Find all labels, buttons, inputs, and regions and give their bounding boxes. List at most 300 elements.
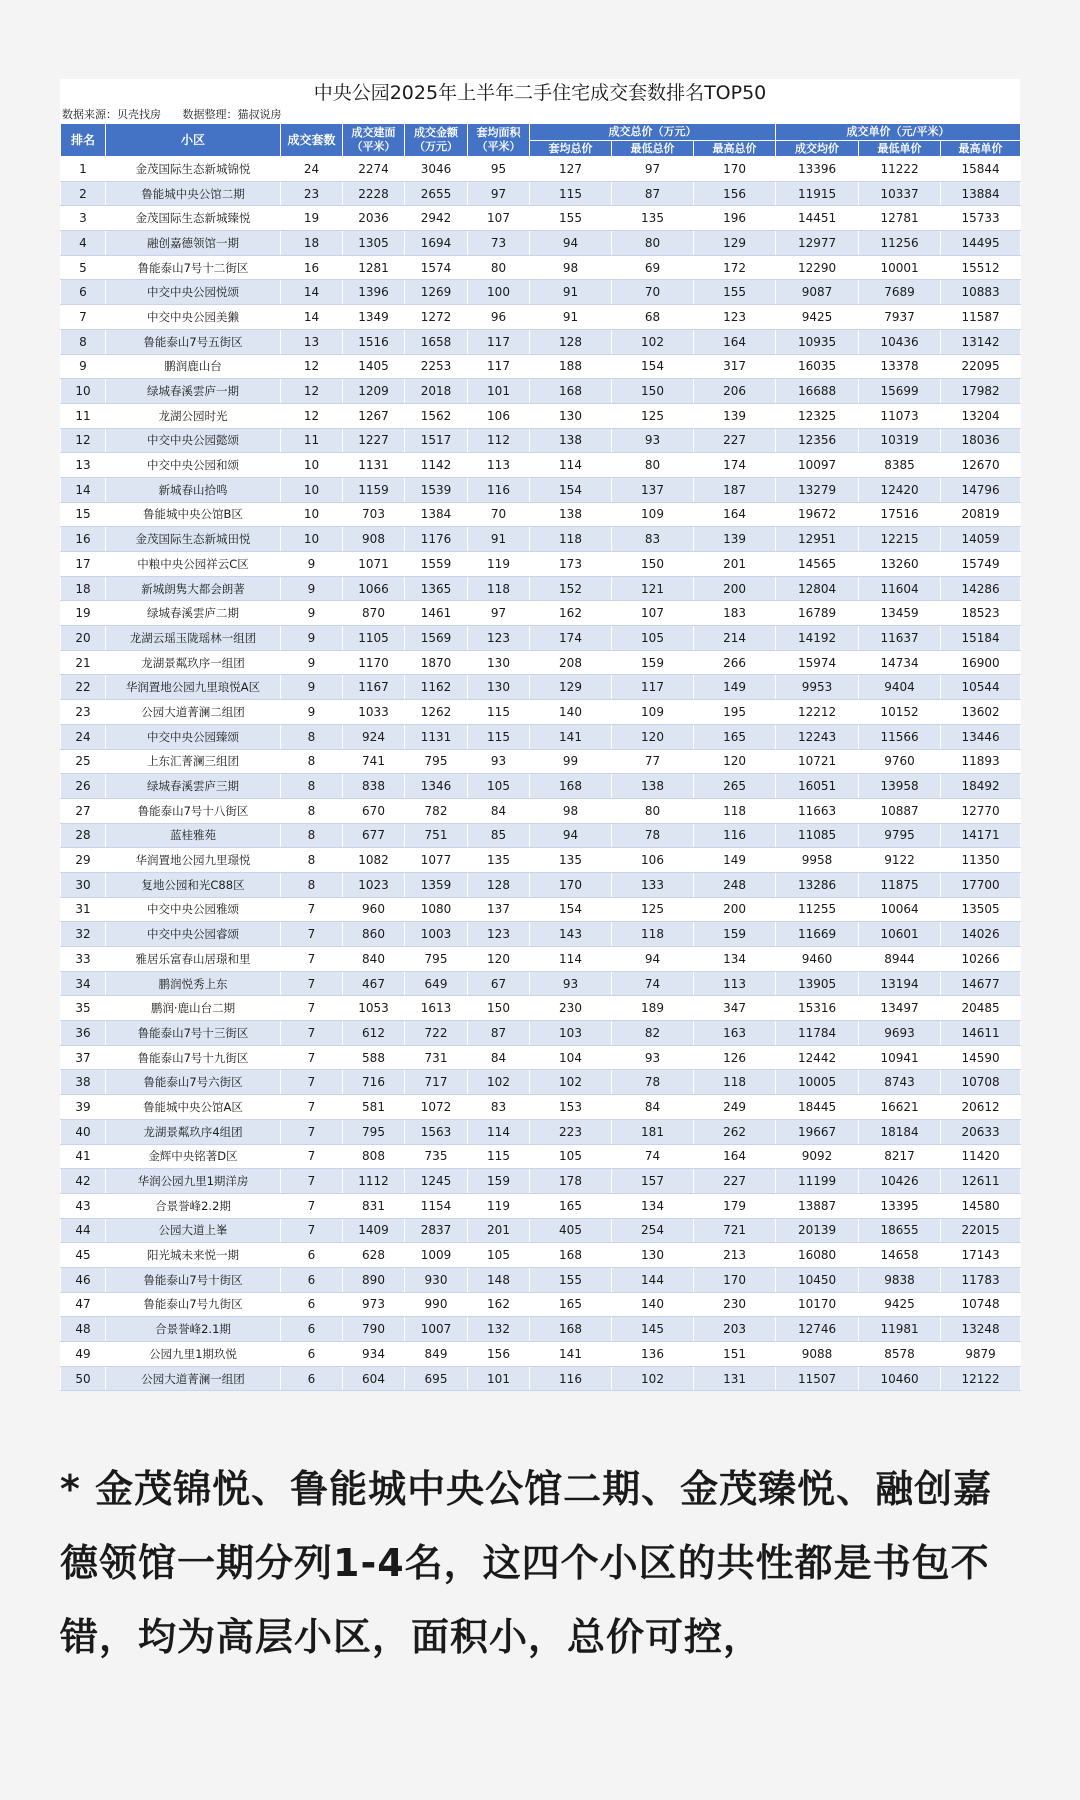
- header-area: 成交建面（平米）: [343, 124, 405, 157]
- avg-area-cell: 83: [468, 1095, 530, 1120]
- community-name-cell: 公园大道菁澜一组团: [106, 1366, 281, 1391]
- max-total-price-cell: 118: [694, 798, 776, 823]
- table-row: [61, 280, 1021, 305]
- max-total-price-cell: 129: [694, 231, 776, 256]
- min-total-price-cell: 80: [612, 231, 694, 256]
- avg-unit-price-cell: 18445: [776, 1095, 859, 1120]
- max-unit-price-cell: 10708: [941, 1070, 1021, 1095]
- max-total-price-cell: 170: [694, 157, 776, 182]
- rank-cell: 40: [61, 1119, 106, 1144]
- max-total-price-cell: 266: [694, 650, 776, 675]
- deal-amount-cell: 1559: [405, 552, 468, 577]
- rank-cell: 1: [61, 157, 106, 182]
- community-name-cell: 龙湖景粼玖序一组团: [106, 650, 281, 675]
- avg-total-price-cell: 130: [530, 403, 612, 428]
- max-unit-price-cell: 14580: [941, 1193, 1021, 1218]
- rank-cell: 10: [61, 379, 106, 404]
- deal-amount-cell: 1870: [405, 650, 468, 675]
- max-unit-price-cell: 17982: [941, 379, 1021, 404]
- avg-unit-price-cell: 10005: [776, 1070, 859, 1095]
- rank-cell: 45: [61, 1243, 106, 1268]
- avg-unit-price-cell: 10935: [776, 329, 859, 354]
- max-unit-price-cell: 12122: [941, 1366, 1021, 1391]
- min-total-price-cell: 189: [612, 996, 694, 1021]
- deal-amount-cell: 1009: [405, 1243, 468, 1268]
- deal-amount-cell: 731: [405, 1045, 468, 1070]
- avg-unit-price-cell: 14565: [776, 552, 859, 577]
- deal-count-cell: 10: [281, 502, 343, 527]
- max-unit-price-cell: 10544: [941, 675, 1021, 700]
- table-row: [61, 1070, 1021, 1095]
- min-unit-price-cell: 10337: [859, 181, 941, 206]
- community-name-cell: 龙湖云瑶玉陇瑶林一组团: [106, 626, 281, 651]
- avg-area-cell: 97: [468, 601, 530, 626]
- min-total-price-cell: 93: [612, 428, 694, 453]
- max-total-price-cell: 249: [694, 1095, 776, 1120]
- rank-cell: 13: [61, 453, 106, 478]
- avg-unit-price-cell: 13905: [776, 971, 859, 996]
- avg-area-cell: 130: [468, 650, 530, 675]
- avg-total-price-cell: 138: [530, 428, 612, 453]
- deal-count-cell: 6: [281, 1342, 343, 1367]
- deal-amount-cell: 2253: [405, 354, 468, 379]
- deal-area-cell: 1053: [343, 996, 405, 1021]
- min-unit-price-cell: 12420: [859, 477, 941, 502]
- header-min-total: 最低总价: [612, 140, 694, 157]
- table-row: [61, 650, 1021, 675]
- header-rank: 排名: [61, 124, 106, 157]
- avg-total-price-cell: 128: [530, 329, 612, 354]
- max-total-price-cell: 118: [694, 1070, 776, 1095]
- avg-total-price-cell: 93: [530, 971, 612, 996]
- avg-area-cell: 116: [468, 477, 530, 502]
- community-name-cell: 金辉中央铭著D区: [106, 1144, 281, 1169]
- deal-area-cell: 604: [343, 1366, 405, 1391]
- deal-count-cell: 12: [281, 379, 343, 404]
- min-unit-price-cell: 13260: [859, 552, 941, 577]
- deal-area-cell: 934: [343, 1342, 405, 1367]
- deal-area-cell: 1071: [343, 552, 405, 577]
- deal-amount-cell: 1142: [405, 453, 468, 478]
- deal-area-cell: 2274: [343, 157, 405, 182]
- max-unit-price-cell: 13602: [941, 700, 1021, 725]
- deal-count-cell: 7: [281, 947, 343, 972]
- max-total-price-cell: 164: [694, 1144, 776, 1169]
- deal-amount-cell: 2837: [405, 1218, 468, 1243]
- avg-total-price-cell: 103: [530, 1021, 612, 1046]
- max-total-price-cell: 200: [694, 897, 776, 922]
- table-row: [61, 1095, 1021, 1120]
- min-unit-price-cell: 11222: [859, 157, 941, 182]
- avg-unit-price-cell: 16789: [776, 601, 859, 626]
- avg-total-price-cell: 140: [530, 700, 612, 725]
- min-total-price-cell: 159: [612, 650, 694, 675]
- deal-count-cell: 8: [281, 724, 343, 749]
- avg-total-price-cell: 174: [530, 626, 612, 651]
- deal-amount-cell: 2018: [405, 379, 468, 404]
- deal-area-cell: 1167: [343, 675, 405, 700]
- rank-cell: 16: [61, 527, 106, 552]
- deal-area-cell: 960: [343, 897, 405, 922]
- deal-area-cell: 860: [343, 922, 405, 947]
- avg-total-price-cell: 143: [530, 922, 612, 947]
- table-row: [61, 1144, 1021, 1169]
- avg-total-price-cell: 91: [530, 280, 612, 305]
- deal-area-cell: 1131: [343, 453, 405, 478]
- avg-total-price-cell: 168: [530, 1243, 612, 1268]
- avg-unit-price-cell: 12804: [776, 576, 859, 601]
- table-row: [61, 601, 1021, 626]
- avg-unit-price-cell: 11255: [776, 897, 859, 922]
- min-total-price-cell: 254: [612, 1218, 694, 1243]
- deal-count-cell: 12: [281, 403, 343, 428]
- avg-unit-price-cell: 10721: [776, 749, 859, 774]
- avg-total-price-cell: 155: [530, 206, 612, 231]
- max-unit-price-cell: 14590: [941, 1045, 1021, 1070]
- avg-total-price-cell: 91: [530, 305, 612, 330]
- max-total-price-cell: 155: [694, 280, 776, 305]
- min-total-price-cell: 80: [612, 453, 694, 478]
- min-unit-price-cell: 10001: [859, 255, 941, 280]
- deal-count-cell: 10: [281, 477, 343, 502]
- avg-unit-price-cell: 12356: [776, 428, 859, 453]
- max-total-price-cell: 195: [694, 700, 776, 725]
- avg-total-price-cell: 102: [530, 1070, 612, 1095]
- avg-unit-price-cell: 13286: [776, 872, 859, 897]
- max-unit-price-cell: 10883: [941, 280, 1021, 305]
- avg-unit-price-cell: 13887: [776, 1193, 859, 1218]
- max-total-price-cell: 206: [694, 379, 776, 404]
- avg-area-cell: 105: [468, 774, 530, 799]
- min-total-price-cell: 94: [612, 947, 694, 972]
- community-name-cell: 绿城春溪雲庐一期: [106, 379, 281, 404]
- deal-area-cell: 670: [343, 798, 405, 823]
- rank-cell: 42: [61, 1169, 106, 1194]
- min-total-price-cell: 140: [612, 1292, 694, 1317]
- deal-area-cell: 1033: [343, 700, 405, 725]
- max-unit-price-cell: 12770: [941, 798, 1021, 823]
- community-name-cell: 公园大道菁澜二组团: [106, 700, 281, 725]
- deal-amount-cell: 1365: [405, 576, 468, 601]
- avg-unit-price-cell: 16688: [776, 379, 859, 404]
- avg-area-cell: 102: [468, 1070, 530, 1095]
- table-row: [61, 403, 1021, 428]
- max-total-price-cell: 227: [694, 428, 776, 453]
- avg-unit-price-cell: 13396: [776, 157, 859, 182]
- deal-area-cell: 1267: [343, 403, 405, 428]
- max-unit-price-cell: 15844: [941, 157, 1021, 182]
- community-name-cell: 新城春山拾鸣: [106, 477, 281, 502]
- community-name-cell: 鹏润鹿山台: [106, 354, 281, 379]
- max-unit-price-cell: 13505: [941, 897, 1021, 922]
- avg-total-price-cell: 173: [530, 552, 612, 577]
- avg-unit-price-cell: 12243: [776, 724, 859, 749]
- community-name-cell: 中交中央公园悦颂: [106, 280, 281, 305]
- avg-area-cell: 101: [468, 379, 530, 404]
- avg-total-price-cell: 105: [530, 1144, 612, 1169]
- community-name-cell: 鲁能泰山7号十八街区: [106, 798, 281, 823]
- deal-count-cell: 13: [281, 329, 343, 354]
- rank-cell: 8: [61, 329, 106, 354]
- deal-amount-cell: 795: [405, 947, 468, 972]
- deal-area-cell: 795: [343, 1119, 405, 1144]
- avg-area-cell: 156: [468, 1342, 530, 1367]
- avg-area-cell: 115: [468, 1144, 530, 1169]
- deal-area-cell: 808: [343, 1144, 405, 1169]
- deal-amount-cell: 2655: [405, 181, 468, 206]
- deal-count-cell: 7: [281, 1193, 343, 1218]
- rank-cell: 12: [61, 428, 106, 453]
- avg-area-cell: 84: [468, 1045, 530, 1070]
- deal-count-cell: 9: [281, 626, 343, 651]
- min-total-price-cell: 135: [612, 206, 694, 231]
- max-unit-price-cell: 11420: [941, 1144, 1021, 1169]
- rank-cell: 37: [61, 1045, 106, 1070]
- rank-cell: 14: [61, 477, 106, 502]
- header-avg-total: 套均总价: [530, 140, 612, 157]
- deal-count-cell: 8: [281, 823, 343, 848]
- rank-cell: 47: [61, 1292, 106, 1317]
- deal-area-cell: 677: [343, 823, 405, 848]
- avg-area-cell: 67: [468, 971, 530, 996]
- header-max-unit: 最高单价: [941, 140, 1021, 157]
- deal-count-cell: 8: [281, 774, 343, 799]
- rank-cell: 30: [61, 872, 106, 897]
- max-unit-price-cell: 13248: [941, 1317, 1021, 1342]
- min-unit-price-cell: 10064: [859, 897, 941, 922]
- ranking-table: [60, 123, 1021, 1391]
- deal-amount-cell: 735: [405, 1144, 468, 1169]
- table-row: [61, 329, 1021, 354]
- max-total-price-cell: 113: [694, 971, 776, 996]
- min-total-price-cell: 83: [612, 527, 694, 552]
- deal-amount-cell: 1007: [405, 1317, 468, 1342]
- rank-cell: 33: [61, 947, 106, 972]
- avg-total-price-cell: 114: [530, 453, 612, 478]
- avg-area-cell: 117: [468, 354, 530, 379]
- deal-amount-cell: 1384: [405, 502, 468, 527]
- min-unit-price-cell: 13378: [859, 354, 941, 379]
- avg-total-price-cell: 98: [530, 255, 612, 280]
- table-row: [61, 1292, 1021, 1317]
- deal-amount-cell: 1694: [405, 231, 468, 256]
- max-total-price-cell: 230: [694, 1292, 776, 1317]
- min-unit-price-cell: 12215: [859, 527, 941, 552]
- min-unit-price-cell: 11981: [859, 1317, 941, 1342]
- min-total-price-cell: 109: [612, 700, 694, 725]
- table-row: [61, 1218, 1021, 1243]
- min-total-price-cell: 69: [612, 255, 694, 280]
- min-unit-price-cell: 18184: [859, 1119, 941, 1144]
- deal-amount-cell: 722: [405, 1021, 468, 1046]
- header-max-total: 最高总价: [694, 140, 776, 157]
- avg-area-cell: 132: [468, 1317, 530, 1342]
- deal-amount-cell: 1539: [405, 477, 468, 502]
- deal-area-cell: 1112: [343, 1169, 405, 1194]
- table-row: [61, 996, 1021, 1021]
- table-row: [61, 477, 1021, 502]
- avg-unit-price-cell: 10450: [776, 1267, 859, 1292]
- deal-area-cell: 1170: [343, 650, 405, 675]
- table-row: [61, 675, 1021, 700]
- max-total-price-cell: 139: [694, 527, 776, 552]
- rank-cell: 5: [61, 255, 106, 280]
- table-row: [61, 1317, 1021, 1342]
- min-unit-price-cell: 13194: [859, 971, 941, 996]
- table-meta: [60, 107, 1020, 123]
- rank-cell: 6: [61, 280, 106, 305]
- min-unit-price-cell: 11637: [859, 626, 941, 651]
- min-unit-price-cell: 9795: [859, 823, 941, 848]
- rank-cell: 24: [61, 724, 106, 749]
- deal-amount-cell: 717: [405, 1070, 468, 1095]
- deal-count-cell: 7: [281, 1144, 343, 1169]
- table-row: [61, 1193, 1021, 1218]
- community-name-cell: 华润置地公园九里璟悦: [106, 848, 281, 873]
- deal-amount-cell: 1176: [405, 527, 468, 552]
- min-total-price-cell: 77: [612, 749, 694, 774]
- min-unit-price-cell: 8743: [859, 1070, 941, 1095]
- max-total-price-cell: 317: [694, 354, 776, 379]
- avg-total-price-cell: 135: [530, 848, 612, 873]
- community-name-cell: 合景誉峰2.2期: [106, 1193, 281, 1218]
- deal-area-cell: 741: [343, 749, 405, 774]
- rank-cell: 18: [61, 576, 106, 601]
- avg-total-price-cell: 118: [530, 527, 612, 552]
- max-unit-price-cell: 14059: [941, 527, 1021, 552]
- community-name-cell: 龙湖公园时光: [106, 403, 281, 428]
- data-editor: 数据整理：猫叔说房: [182, 108, 282, 121]
- community-name-cell: 鲁能泰山7号五街区: [106, 329, 281, 354]
- min-total-price-cell: 154: [612, 354, 694, 379]
- min-unit-price-cell: 7937: [859, 305, 941, 330]
- community-name-cell: 鲁能泰山7号十三街区: [106, 1021, 281, 1046]
- deal-area-cell: 1105: [343, 626, 405, 651]
- header-count: 成交套数: [281, 124, 343, 157]
- deal-area-cell: 2228: [343, 181, 405, 206]
- max-total-price-cell: 126: [694, 1045, 776, 1070]
- deal-count-cell: 11: [281, 428, 343, 453]
- avg-unit-price-cell: 14451: [776, 206, 859, 231]
- table-row: [61, 1021, 1021, 1046]
- avg-total-price-cell: 168: [530, 379, 612, 404]
- min-unit-price-cell: 11875: [859, 872, 941, 897]
- avg-unit-price-cell: 9958: [776, 848, 859, 873]
- min-unit-price-cell: 10887: [859, 798, 941, 823]
- avg-area-cell: 115: [468, 700, 530, 725]
- max-total-price-cell: 347: [694, 996, 776, 1021]
- table-row: [61, 947, 1021, 972]
- community-name-cell: 鲁能泰山7号十二街区: [106, 255, 281, 280]
- community-name-cell: 华润置地公园九里琅悦A区: [106, 675, 281, 700]
- deal-amount-cell: 1574: [405, 255, 468, 280]
- header-avg-area: 套均面积（平米）: [468, 124, 530, 157]
- min-total-price-cell: 82: [612, 1021, 694, 1046]
- table-row: [61, 181, 1021, 206]
- avg-area-cell: 120: [468, 947, 530, 972]
- table-row: [61, 354, 1021, 379]
- max-unit-price-cell: 15184: [941, 626, 1021, 651]
- avg-unit-price-cell: 9087: [776, 280, 859, 305]
- avg-area-cell: 85: [468, 823, 530, 848]
- table-row: [61, 255, 1021, 280]
- deal-area-cell: 1227: [343, 428, 405, 453]
- table-row: [61, 897, 1021, 922]
- rank-cell: 50: [61, 1366, 106, 1391]
- avg-area-cell: 80: [468, 255, 530, 280]
- table-row: [61, 872, 1021, 897]
- min-unit-price-cell: 10941: [859, 1045, 941, 1070]
- table-title: 中央公园2025年上半年二手住宅成交套数排名TOP50: [313, 82, 767, 104]
- avg-unit-price-cell: 15974: [776, 650, 859, 675]
- min-unit-price-cell: 10426: [859, 1169, 941, 1194]
- rank-cell: 36: [61, 1021, 106, 1046]
- deal-area-cell: 924: [343, 724, 405, 749]
- deal-amount-cell: 782: [405, 798, 468, 823]
- header-total-group: 成交总价（万元）: [530, 124, 776, 141]
- avg-total-price-cell: 165: [530, 1292, 612, 1317]
- max-total-price-cell: 149: [694, 848, 776, 873]
- avg-unit-price-cell: 12951: [776, 527, 859, 552]
- table-row: [61, 1267, 1021, 1292]
- community-name-cell: 中交中央公园雅颂: [106, 897, 281, 922]
- community-name-cell: 公园九里1期玖悦: [106, 1342, 281, 1367]
- max-unit-price-cell: 17143: [941, 1243, 1021, 1268]
- avg-area-cell: 135: [468, 848, 530, 873]
- deal-area-cell: 973: [343, 1292, 405, 1317]
- min-total-price-cell: 150: [612, 379, 694, 404]
- deal-count-cell: 7: [281, 922, 343, 947]
- min-total-price-cell: 107: [612, 601, 694, 626]
- table-row: [61, 231, 1021, 256]
- avg-total-price-cell: 168: [530, 774, 612, 799]
- avg-area-cell: 115: [468, 724, 530, 749]
- min-total-price-cell: 87: [612, 181, 694, 206]
- max-total-price-cell: 123: [694, 305, 776, 330]
- max-total-price-cell: 201: [694, 552, 776, 577]
- avg-unit-price-cell: 10170: [776, 1292, 859, 1317]
- avg-total-price-cell: 141: [530, 1342, 612, 1367]
- max-unit-price-cell: 22095: [941, 354, 1021, 379]
- avg-area-cell: 100: [468, 280, 530, 305]
- deal-amount-cell: 1162: [405, 675, 468, 700]
- community-name-cell: 合景誉峰2.1期: [106, 1317, 281, 1342]
- max-unit-price-cell: 18523: [941, 601, 1021, 626]
- min-unit-price-cell: 10460: [859, 1366, 941, 1391]
- avg-unit-price-cell: 12212: [776, 700, 859, 725]
- community-name-cell: 融创嘉德领馆一期: [106, 231, 281, 256]
- community-name-cell: 鲁能城中央公馆二期: [106, 181, 281, 206]
- avg-total-price-cell: 168: [530, 1317, 612, 1342]
- deal-count-cell: 10: [281, 453, 343, 478]
- max-unit-price-cell: 20633: [941, 1119, 1021, 1144]
- min-total-price-cell: 130: [612, 1243, 694, 1268]
- deal-count-cell: 8: [281, 749, 343, 774]
- table-row: [61, 502, 1021, 527]
- avg-area-cell: 119: [468, 552, 530, 577]
- avg-total-price-cell: 165: [530, 1193, 612, 1218]
- min-total-price-cell: 181: [612, 1119, 694, 1144]
- avg-area-cell: 87: [468, 1021, 530, 1046]
- avg-unit-price-cell: 11507: [776, 1366, 859, 1391]
- table-row: [61, 1169, 1021, 1194]
- min-unit-price-cell: 10152: [859, 700, 941, 725]
- table-row: [61, 157, 1021, 182]
- avg-total-price-cell: 94: [530, 231, 612, 256]
- min-total-price-cell: 102: [612, 1366, 694, 1391]
- deal-amount-cell: 1563: [405, 1119, 468, 1144]
- deal-amount-cell: 1346: [405, 774, 468, 799]
